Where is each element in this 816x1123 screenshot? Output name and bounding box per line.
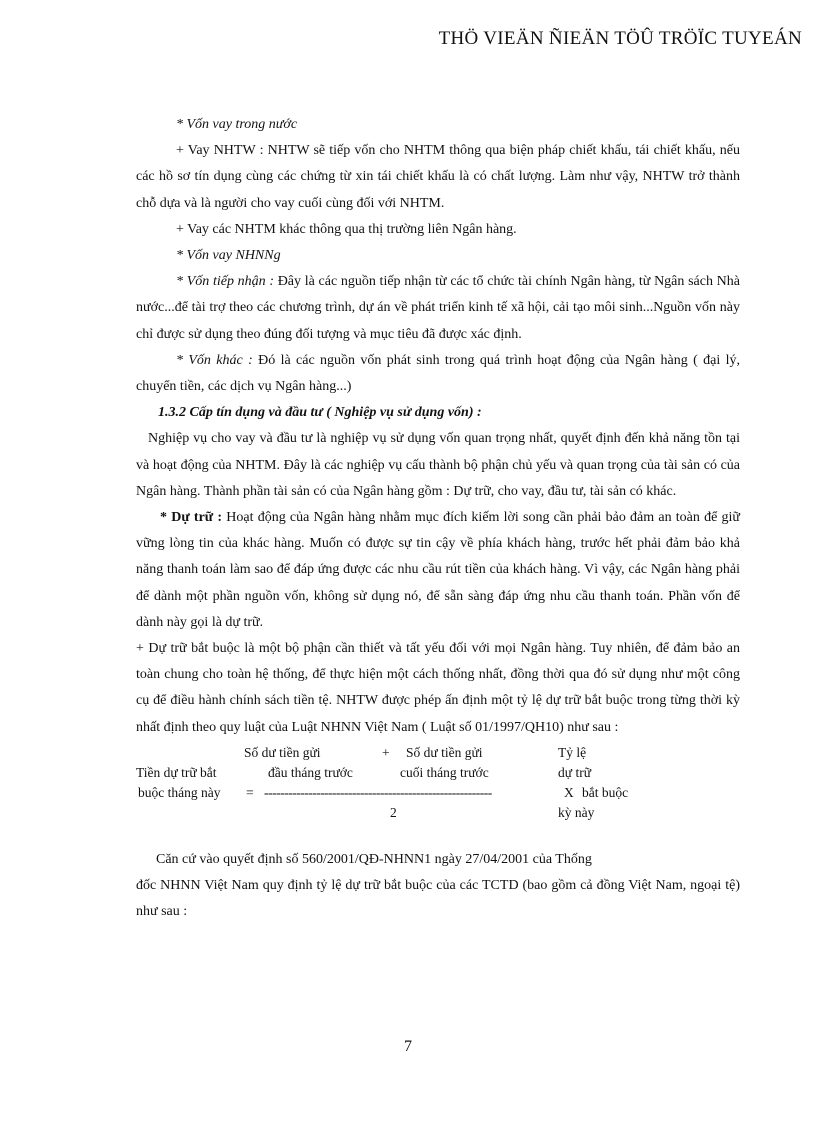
paragraph-lending-investment: Nghiệp vụ cho vay và đầu tư là nghiệp vụ sử dụng vốn quan trọng nhất, quyết định đến khả năng tồn tại và hoạt động của NHTM. Đây là các nghiệp vụ cấu thành bộ phận chủ yếu và quan trọng của tài sản có của Ngân hàng. Thành phần tài sản có của Ngân hàng gồm : Dự trữ, cho vay, đầu tư, tài sản có khác. xyxy=(136,431,740,499)
paragraph-required-reserves: + Dự trữ bắt buộc là một bộ phận cần thiết và tất yếu đối với mọi Ngân hàng. Tuy nhiên, để đảm bảo an toàn chung cho toàn hệ thống, để thực hiện một cách thống nhất, đồng thời qua đó sử dụng như một công cụ để điều hành chính sách tiền tệ. NHTW được phép ấn định một tỷ lệ dự trữ bắt buộc trong từng thời kỳ nhất định theo quy luật của Luật NHNN Việt Nam ( Luật số 01/1997/QH10) như sau : xyxy=(136,641,740,735)
paragraph-other-capital: * Vốn khác : Đó là các nguồn vốn phát sinh trong quá trình hoạt động của Ngân hàng ( đại lý, chuyển tiền, các dịch vụ Ngân hàng...) xyxy=(136,352,740,395)
term-label: * Vốn tiếp nhận : xyxy=(176,274,274,290)
paragraph-interbank-loans: + Vay các NHTM khác thông qua thị trường liên Ngân hàng. xyxy=(176,221,517,237)
reserve-formula xyxy=(136,743,740,823)
paragraph-decision-detail: đốc NHNN Việt Nam quy định tỷ lệ dự trữ bắt buộc của các TCTD (bao gồm cả đồng Việt Nam, ngoại tệ) như sau : xyxy=(136,878,740,920)
subheading-domestic-loans: * Vốn vay trong nước xyxy=(176,117,298,132)
formula-equals: = xyxy=(246,784,254,800)
formula-term2-line2: cuối tháng trước xyxy=(400,764,489,780)
formula-rate-line4: kỳ này xyxy=(558,804,595,820)
formula-divider: --------------------------------------------------------- xyxy=(264,784,492,800)
subheading-state-bank-loans: * Vốn vay NHNNg xyxy=(176,248,281,264)
formula-rate-line1: Tỷ lệ xyxy=(558,744,587,760)
term-label: * Dự trữ : xyxy=(160,510,223,526)
paragraph-received-capital: * Vốn tiếp nhận : Đây là các nguồn tiếp nhận từ các tổ chức tài chính Ngân hàng, từ Ngân sách Nhà nước...để tài trợ theo các chương trình, dự án về phát triển kinh tế xã hội, cải tạo môi sinh...Nguồn vốn này chỉ được sử dụng theo đúng đối tượng và mục tiêu đã được xác định. xyxy=(136,274,740,342)
section-heading: 1.3.2 Cấp tín dụng và đầu tư ( Nghiệp vụ sử dụng vốn) : xyxy=(158,405,482,421)
page-header: THÖ VIEÄN ÑIEÄN TÖÛ TRÖÏC TUYEÁN xyxy=(438,28,802,49)
term-label: * Vốn khác : xyxy=(176,352,253,368)
document-body xyxy=(136,112,740,925)
formula-lhs-line1: Tiền dự trữ bắt xyxy=(136,764,217,780)
formula-lhs-line2: buộc tháng này xyxy=(138,784,221,800)
formula-rate-line3: bắt buộc xyxy=(582,784,629,800)
page-number: 7 xyxy=(404,1038,412,1055)
formula-term2-line1: Số dư tiền gửi xyxy=(406,744,483,760)
formula-times: X xyxy=(564,784,574,800)
formula-plus: + xyxy=(382,744,390,760)
paragraph-reserves: * Dự trữ : Hoạt động của Ngân hàng nhằm mục đích kiếm lời song cần phải bảo đảm an toàn để giữ vững lòng tin của khác hàng. Muốn có được sự tin cậy về phía khách hàng, trước hết phải đảm bảo khả năng thanh toán làm sao để đáp ứng được các nhu cầu rút tiền của khách hàng. Vì vậy, các Ngân hàng phải để dành một phần nguồn vốn, không sử dụng nó, để sẵn sàng đáp ứng nhu cầu thanh toán. Phần vốn để dành này gọi là dự trữ. xyxy=(136,510,740,630)
formula-term1-line2: đầu tháng trước xyxy=(268,764,353,780)
formula-term1-line1: Số dư tiền gửi xyxy=(244,744,321,760)
formula-rate-line2: dự trữ xyxy=(558,764,592,780)
paragraph-decision-reference: Căn cứ vào quyết định số 560/2001/QĐ-NHNN1 ngày 27/04/2001 của Thống xyxy=(156,851,592,867)
paragraph-central-bank-loans: + Vay NHTW : NHTW sẽ tiếp vốn cho NHTM thông qua biện pháp chiết khấu, tái chiết khấu, nếu các hồ sơ tín dụng cùng các chứng từ xin tái chiết khấu là có chất lượng. Làm như vậy, NHTW trở thành chỗ dựa và là người cho vay cuối cùng đối với NHTM. xyxy=(136,143,740,211)
formula-denominator: 2 xyxy=(390,804,397,820)
